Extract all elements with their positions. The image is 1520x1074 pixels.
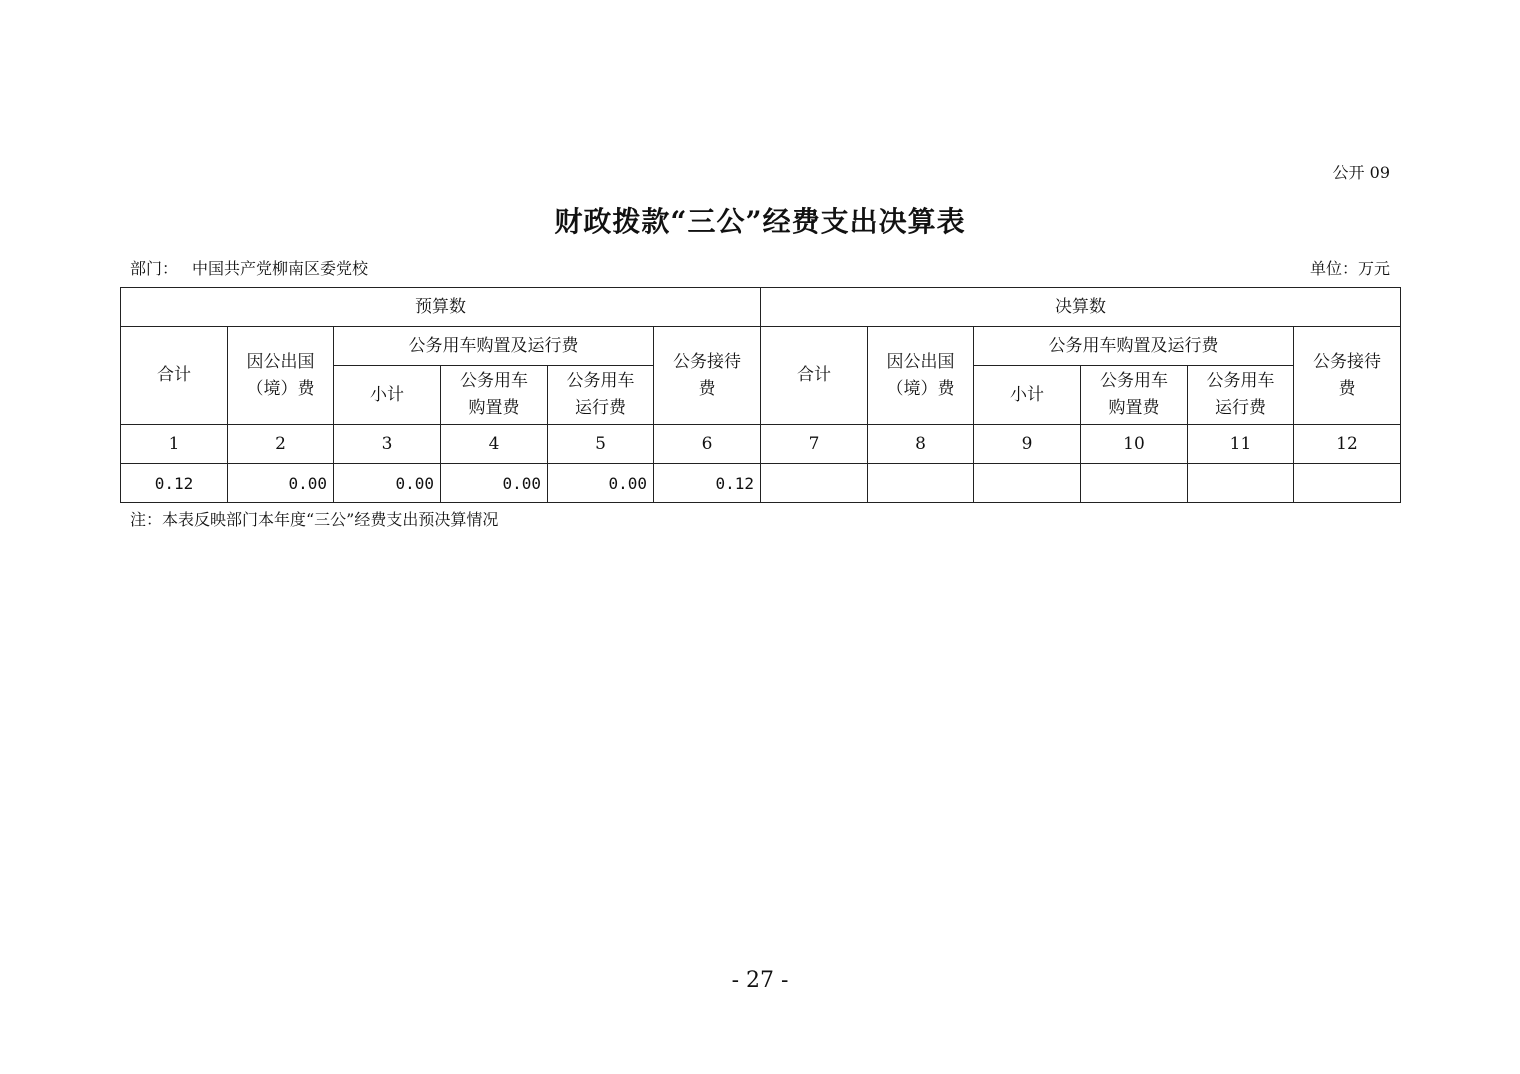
col-number: 2 <box>228 425 334 464</box>
final-total-header: 合计 <box>761 327 868 425</box>
final-abroad-header: 因公出国 （境）费 <box>868 327 974 425</box>
budget-total-header: 合计 <box>121 327 228 425</box>
group-final: 决算数 <box>761 288 1401 327</box>
header-row-1 <box>121 327 1401 366</box>
col-number: 12 <box>1294 425 1401 464</box>
group-header-row <box>121 288 1401 327</box>
value-cell: 0.00 <box>548 464 654 503</box>
budget-reception-header: 公务接待 费 <box>654 327 761 425</box>
final-running-header: 公务用车 运行费 <box>1188 366 1294 425</box>
final-vehicle-header: 公务用车购置及运行费 <box>974 327 1294 366</box>
value-cell <box>1188 464 1294 503</box>
page-number: - 27 - <box>731 968 789 993</box>
final-reception-header: 公务接待 费 <box>1294 327 1401 425</box>
col-number: 3 <box>334 425 441 464</box>
budget-vehicle-header: 公务用车购置及运行费 <box>334 327 654 366</box>
dept-name: 中国共产党柳南区委党校 <box>192 259 369 278</box>
value-cell <box>974 464 1081 503</box>
value-cell: 0.00 <box>334 464 441 503</box>
value-cell <box>1294 464 1401 503</box>
department <box>130 256 368 279</box>
final-subtotal-header: 小计 <box>974 366 1081 425</box>
meta-row <box>130 256 1390 279</box>
doc-code: 公开 09 <box>1332 163 1390 182</box>
col-number: 10 <box>1081 425 1188 464</box>
value-cell: 0.00 <box>441 464 548 503</box>
value-cell <box>1081 464 1188 503</box>
col-number: 4 <box>441 425 548 464</box>
value-cell: 0.12 <box>654 464 761 503</box>
col-number: 5 <box>548 425 654 464</box>
unit-label: 单位：万元 <box>1309 259 1390 278</box>
value-cell: 0.00 <box>228 464 334 503</box>
col-number: 11 <box>1188 425 1294 464</box>
budget-subtotal-header: 小计 <box>334 366 441 425</box>
table-note: 注：本表反映部门本年度“三公”经费支出预决算情况 <box>130 510 499 529</box>
col-number: 1 <box>121 425 228 464</box>
group-budget: 预算数 <box>121 288 761 327</box>
value-cell <box>868 464 974 503</box>
budget-running-header: 公务用车 运行费 <box>548 366 654 425</box>
expense-table <box>120 287 1401 503</box>
col-number: 6 <box>654 425 761 464</box>
col-number: 7 <box>761 425 868 464</box>
final-purchase-header: 公务用车 购置费 <box>1081 366 1188 425</box>
col-number: 9 <box>974 425 1081 464</box>
budget-abroad-header: 因公出国 （境）费 <box>228 327 334 425</box>
budget-purchase-header: 公务用车 购置费 <box>441 366 548 425</box>
column-number-row <box>121 425 1401 464</box>
dept-label: 部门： <box>130 259 179 278</box>
value-row <box>121 464 1401 503</box>
col-number: 8 <box>868 425 974 464</box>
page-title: 财政拨款“三公”经费支出决算表 <box>554 205 966 238</box>
value-cell <box>761 464 868 503</box>
value-cell: 0.12 <box>121 464 228 503</box>
